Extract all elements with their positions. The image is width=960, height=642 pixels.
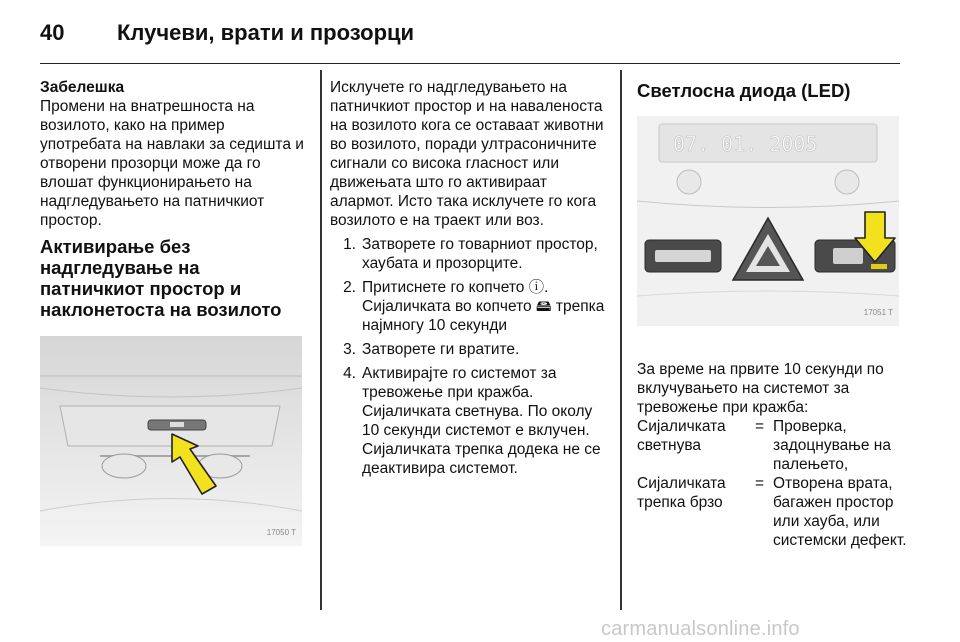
note-text: Промени на внатрешноста на возилото, како на пример употребата на навлаки за седишта и отворени прозорци може да го влошат функционирањето на надгледувањето на патничкиот простор. (40, 98, 304, 229)
column-divider-2 (620, 70, 622, 610)
steps-list (330, 235, 612, 478)
column-middle (330, 78, 612, 483)
ceiling-console-illustration (40, 336, 302, 546)
column-divider-1 (320, 70, 322, 610)
lock-symbol-icon (833, 248, 863, 264)
page-header (40, 18, 900, 64)
display-date: 07. 01. 2005 (673, 132, 818, 156)
list-item: 3. Затворете ги вратите. (343, 341, 520, 358)
figure-code: 17051 T (863, 308, 893, 317)
list-item: 4. Активирајте го системот за тревожење при кражба. Сијаличката светнува. По околу 10 секунди системот е вклучен. Сијаличката трепка додека не се деактивира системот. (343, 365, 601, 477)
figure-ceiling-button (40, 336, 302, 546)
table-row: Сијаличката трепка брзо = Отворена врата, багажен простор или хауба, или системски дефект. (637, 475, 907, 549)
led-intro: За време на првите 10 секунди по вклучувањето на системот за тревожење при кражба: (637, 361, 884, 416)
led-heading: Светлосна диода (LED) (637, 80, 851, 101)
dashboard-illustration (637, 116, 899, 326)
page-number: 40 (40, 20, 65, 45)
column-left (40, 78, 308, 546)
list-item: 2. Притиснете го копчето ⓘ. Сијаличката во копчето 🖴 трепка најмногу 10 секунди (343, 279, 605, 334)
led-indicator (871, 264, 887, 269)
figure-code: 17050 T (266, 528, 296, 537)
table-row: Сијаличката светнува = Проверка, задоцнување на палењето, (637, 418, 891, 473)
watermark: carmanualsonline.info (601, 618, 800, 640)
page-title: Клучеви, врати и прозорци (117, 20, 415, 45)
intro-paragraph: Исклучете го надгледувањето на патничкиот простор и на наваленоста на возилото кога се оставаат животни во возилото, поради ултрасоничните сигнали со висока гласност или движењата што го активираат алармот. Исто така исклучете го кога возилото е на траект или воз. (330, 79, 604, 229)
list-item: 1. Затворете го товарниот простор, хаубата и прозорците. (343, 236, 598, 272)
figure-dashboard-led (637, 116, 899, 326)
section-heading: Активирање без надгледување на патничкиот простор и наклонетоста на возилото (40, 236, 282, 320)
column-right (637, 80, 907, 550)
note-title: Забелешка (40, 79, 125, 96)
led-status-table (637, 417, 907, 550)
